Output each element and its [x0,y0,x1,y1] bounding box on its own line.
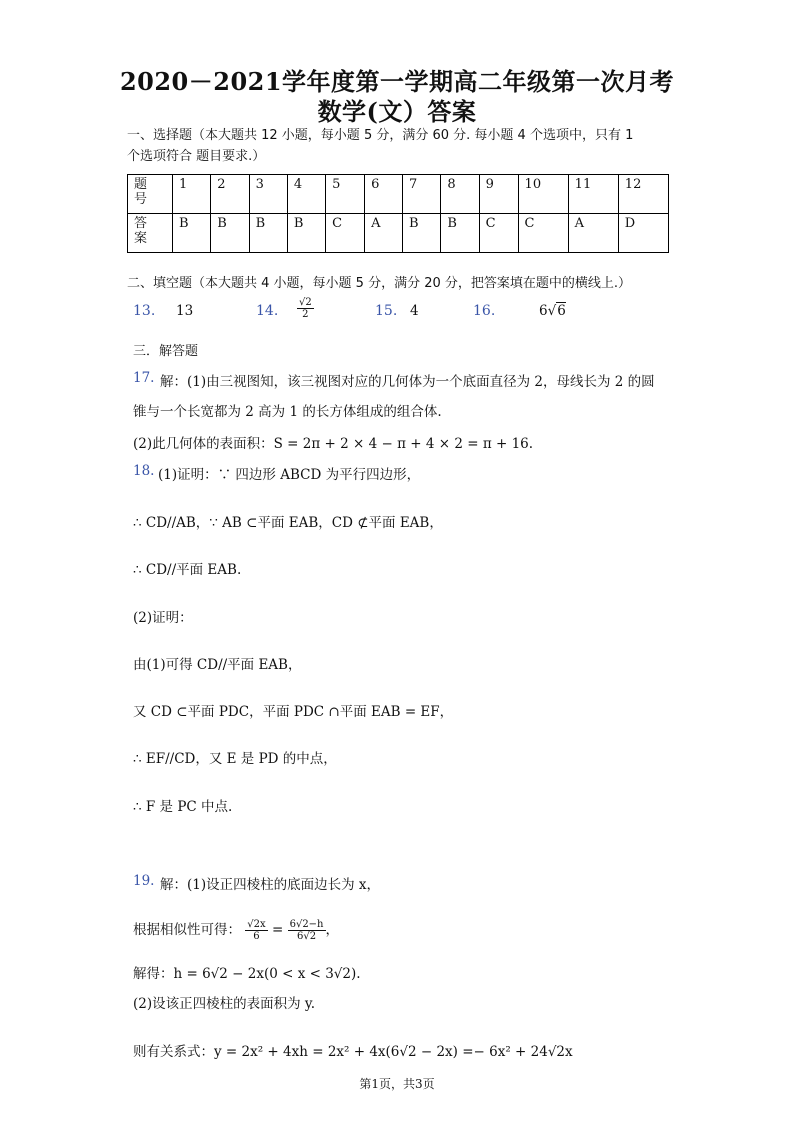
table-cell: 4 [287,175,325,214]
fill-item-14-number: 14. [256,303,279,319]
table-cell: 9 [479,175,518,214]
q19-line5: 则有关系式：y = 2x² + 4xh = 2x² + 4x(6√2 − 2x) =− 6x² + 24√2x [133,1044,573,1060]
q18-line3: ∴ CD//平面 EAB. [133,562,242,578]
table-cell: 12 [618,175,668,214]
q19-line1: 解：(1)设正四棱柱的底面边长为 x， [160,877,381,893]
fill-item-16-answer: 6√6 [539,303,566,319]
fill-item-14-answer: $\frac{√2}{2}$ [299,297,312,320]
table-cell: 10 [518,175,568,214]
table-cell: B [287,214,325,253]
table-cell: A [568,214,618,253]
table-cell: C [326,214,365,253]
table-cell: C [479,214,518,253]
q18-number: 18. [133,463,155,479]
table-row-answers [128,214,669,253]
table-cell: 11 [568,175,618,214]
q18-line8: ∴ F 是 PC 中点. [133,799,233,815]
section2-heading: 二、填空题（本大题共 4 小题，每小题 5 分，满分 20 分，把答案填在题中的横线上.） [127,276,632,291]
section1-heading-line1: 一、选择题（本大题共 12 小题，每小题 5 分，满分 60 分. 每小题 4 个选项中，只有 1 [127,128,634,143]
q19-number: 19. [133,873,155,889]
table-cell: 3 [249,175,287,214]
table-cell: 2 [211,175,249,214]
table-cell: 7 [403,175,441,214]
table-cell: A [365,214,403,253]
table-cell: 8 [441,175,479,214]
q18-line4: (2)证明： [133,610,193,626]
table-cell: B [173,214,211,253]
fill-item-16-number: 16. [473,303,496,319]
q18-line6: 又 CD ⊂平面 PDC，平面 PDC ∩平面 EAB = EF， [133,704,454,720]
page-footer: 第1页，共3页 [359,1077,435,1091]
answer-table [127,174,669,253]
q17-number: 17. [133,370,155,386]
table-cell: B [403,214,441,253]
table-cell: B [211,214,249,253]
page-title: 2020－2021学年度第一学期高二年级第一次月考 [119,67,675,96]
q19-line2: 根据相似性可得： $\frac{√2x}{6}$ = $\frac{6√2-h}{6√2}$ ， [133,919,339,942]
fill-item-15-number: 15. [375,303,398,319]
q18-line5: 由(1)可得 CD//平面 EAB， [133,657,302,673]
section1-heading-line2: 个选项符合 题目要求.） [127,149,266,164]
table-cell: 6 [365,175,403,214]
table-cell: B [249,214,287,253]
table-cell: 5 [326,175,365,214]
q18-line1: (1)证明：∵ 四边形 ABCD 为平行四边形， [158,467,421,483]
table-row-numbers [128,175,669,214]
fill-item-13-number: 13. [133,303,156,319]
section3-heading: 三．解答题 [133,344,199,359]
fill-item-13-answer: 13 [176,303,194,319]
table-header-cell: 题 号 [128,175,173,214]
table-cell: 1 [173,175,211,214]
table-header-cell: 答 案 [128,214,173,253]
q17-line1: 解：(1)由三视图知，该三视图对应的几何体为一个底面直径为 2，母线长为 2 的圆 [160,374,655,390]
q17-line3: (2)此几何体的表面积：S = 2π + 2 × 4 − π + 4 × 2 = π + 16. [133,436,534,452]
fill-item-15-answer: 4 [410,303,419,319]
q18-line2: ∴ CD//AB，∵ AB ⊂平面 EAB，CD ⊄平面 EAB， [133,515,443,531]
page-subtitle: 数学(文）答案 [317,97,477,126]
table-cell: C [518,214,568,253]
table-cell: B [441,214,479,253]
q18-line7: ∴ EF//CD，又 E 是 PD 的中点， [133,751,337,767]
q17-line2: 锥与一个长宽都为 2 高为 1 的长方体组成的组合体. [133,404,442,420]
q19-line3: 解得：h = 6√2 − 2x(0 < x < 3√2). [133,966,361,982]
table-cell: D [618,214,668,253]
q19-line4: (2)设该正四棱柱的表面积为 y. [133,996,316,1012]
